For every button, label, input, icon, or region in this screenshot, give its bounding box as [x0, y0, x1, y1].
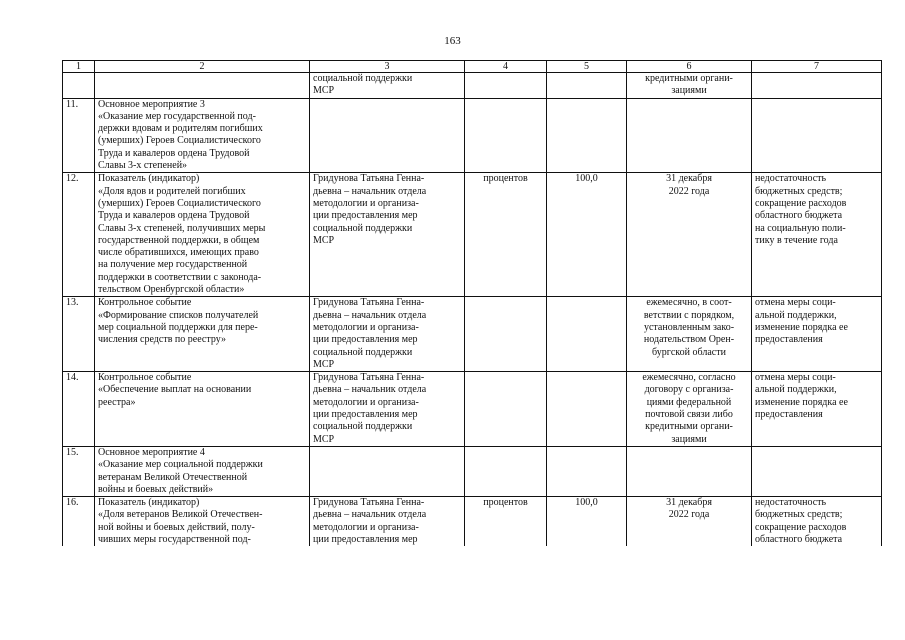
text-line: предоставления	[755, 334, 823, 346]
cell-value	[547, 372, 627, 447]
cell-unit	[465, 173, 547, 297]
text-line: чивших меры государственной под-	[98, 533, 251, 545]
text-line: циями федеральной	[646, 396, 732, 408]
cell-description	[95, 372, 310, 447]
plan-table	[62, 60, 882, 546]
text-line: отмена меры соци-	[755, 372, 836, 384]
text-line: «Доля вдов и родителей погибших	[98, 185, 246, 197]
text-line: зациями	[671, 433, 707, 445]
text-line: областного бюджета	[755, 533, 843, 545]
text-line: кредитными органи-	[645, 73, 733, 84]
text-line: дьевна – начальник отдела	[313, 185, 427, 197]
text-value: 11.	[66, 98, 79, 110]
table-row	[63, 497, 882, 547]
text-line: ции предоставления мер	[313, 210, 418, 222]
cell-unit	[465, 497, 547, 547]
column-header: 4	[465, 61, 547, 73]
text-line: ции предоставления мер	[313, 533, 418, 545]
text-line: альной поддержки,	[755, 309, 837, 321]
text-line: бюджетных средств;	[755, 185, 843, 197]
text-line: на социальную поли-	[755, 222, 846, 234]
text-line: предоставления	[755, 409, 823, 421]
cell-responsible	[310, 497, 465, 547]
text-line: бюджетных средств;	[755, 509, 843, 521]
text-line: отмена меры соци-	[755, 297, 836, 309]
text-line: кредитными органи-	[645, 421, 733, 433]
text-line: числе обратившихся, имеющих право	[98, 247, 259, 259]
cell-description	[95, 73, 310, 99]
text-line: Славы 3-х степеней»	[98, 160, 188, 172]
text-line: 2022 года	[668, 185, 710, 197]
text-line: тику в течение года	[755, 234, 838, 246]
cell-num	[63, 297, 95, 372]
cell-num	[63, 98, 95, 173]
text-line: Гридунова Татьяна Генна-	[313, 497, 425, 509]
cell-risks	[752, 497, 882, 547]
cell-risks	[752, 372, 882, 447]
text-value: 14.	[66, 372, 79, 384]
text-value: 15.	[66, 446, 79, 458]
text-line: МСР	[313, 358, 335, 370]
text-line: МСР	[313, 433, 335, 445]
continuation-row	[63, 73, 882, 99]
cell-num	[63, 73, 95, 99]
cell-responsible	[310, 73, 465, 99]
cell-num	[63, 497, 95, 547]
text-line: недостаточность	[755, 497, 827, 509]
cell-description	[95, 173, 310, 297]
cell-responsible	[310, 297, 465, 372]
cell-responsible	[310, 98, 465, 173]
cell-deadline	[627, 446, 752, 496]
text-value: 16.	[66, 497, 79, 509]
text-line: Основное мероприятие 3	[98, 98, 205, 110]
text-line: ветеранам Великой Отечественной	[98, 471, 248, 483]
cell-responsible	[310, 173, 465, 297]
cell-unit	[465, 297, 547, 372]
cell-deadline	[627, 98, 752, 173]
column-header: 7	[752, 61, 882, 73]
cell-value	[547, 297, 627, 372]
cell-description	[95, 297, 310, 372]
text-line: договору с организа-	[644, 384, 734, 396]
cell-responsible	[310, 372, 465, 447]
text-line: «Формирование списков получателей	[98, 309, 259, 321]
text-line: (умерших) Героев Социалистического	[98, 135, 261, 147]
text-line: войны и боевых действий»	[98, 483, 214, 495]
text-value: 100,0	[575, 497, 598, 509]
cell-value	[547, 73, 627, 99]
text-line: недостаточность	[755, 173, 827, 185]
text-line: 31 декабря	[666, 497, 712, 509]
cell-risks	[752, 73, 882, 99]
text-line: ции предоставления мер	[313, 409, 418, 421]
text-line: альной поддержки,	[755, 384, 837, 396]
cell-risks	[752, 297, 882, 372]
text-line: мер социальной поддержки для пере-	[98, 321, 258, 333]
text-line: методологии и организа-	[313, 396, 419, 408]
text-line: ежемесячно, согласно	[642, 372, 736, 384]
cell-unit	[465, 98, 547, 173]
text-line: держки вдовам и родителям погибших	[98, 123, 263, 135]
text-line: 2022 года	[668, 509, 710, 521]
cell-unit	[465, 446, 547, 496]
text-line: Гридунова Татьяна Генна-	[313, 297, 425, 309]
table-row	[63, 372, 882, 447]
text-line: государственной поддержки, в общем	[98, 234, 260, 246]
text-line: «Оказание мер социальной поддержки	[98, 459, 263, 471]
cell-deadline	[627, 372, 752, 447]
table-row	[63, 98, 882, 173]
cell-deadline	[627, 297, 752, 372]
text-line: на получение мер государственной	[98, 259, 248, 271]
cell-description	[95, 98, 310, 173]
cell-num	[63, 446, 95, 496]
text-line: «Обеспечение выплат на основании	[98, 384, 252, 396]
text-line: методологии и организа-	[313, 321, 419, 333]
text-line: поддержки в соответствии с законода-	[98, 271, 262, 283]
column-header: 2	[95, 61, 310, 73]
cell-description	[95, 497, 310, 547]
text-line: «Оказание мер государственной под-	[98, 110, 256, 122]
cell-value	[547, 497, 627, 547]
cell-risks	[752, 98, 882, 173]
cell-unit	[465, 73, 547, 99]
text-line: Труда и кавалеров ордена Трудовой	[98, 147, 250, 159]
text-line: областного бюджета	[755, 210, 843, 222]
text-line: методологии и организа-	[313, 521, 419, 533]
cell-deadline	[627, 173, 752, 297]
page-number: 163	[444, 35, 461, 47]
text-line: Славы 3-х степеней, получивших меры	[98, 222, 266, 234]
text-line: установленным зако-	[643, 321, 735, 333]
cell-deadline	[627, 73, 752, 99]
text-line: изменение порядка ее	[755, 396, 848, 408]
text-line: МСР	[313, 234, 335, 246]
text-line: (умерших) Героев Социалистического	[98, 197, 261, 209]
table-row	[63, 173, 882, 297]
table-row	[63, 297, 882, 372]
text-line: ной войны и боевых действий, полу-	[98, 521, 255, 533]
cell-risks	[752, 173, 882, 297]
cell-num	[63, 372, 95, 447]
text-line: Контрольное событие	[98, 297, 192, 309]
text-line: Показатель (индикатор)	[98, 173, 200, 185]
cell-risks	[752, 446, 882, 496]
text-value: 13.	[66, 297, 79, 309]
text-value: 12.	[66, 173, 79, 185]
cell-value	[547, 446, 627, 496]
text-line: Основное мероприятие 4	[98, 446, 205, 458]
cell-num	[63, 173, 95, 297]
text-line: социальной поддержки	[313, 421, 413, 433]
text-line: реестра»	[98, 396, 136, 408]
cell-value	[547, 173, 627, 297]
cell-responsible	[310, 446, 465, 496]
text-line: дьевна – начальник отдела	[313, 509, 427, 521]
text-line: сокращение расходов	[755, 521, 847, 533]
cell-value	[547, 98, 627, 173]
cell-deadline	[627, 497, 752, 547]
text-line: социальной поддержки	[313, 73, 413, 84]
column-header: 3	[310, 61, 465, 73]
text-line: числения средств по реестру»	[98, 334, 226, 346]
text-line: Контрольное событие	[98, 372, 192, 384]
text-line: дьевна – начальник отдела	[313, 309, 427, 321]
cell-description	[95, 446, 310, 496]
text-value: процентов	[483, 497, 528, 509]
text-line: почтовой связи либо	[645, 409, 733, 421]
text-value: процентов	[483, 173, 528, 185]
text-line: методологии и организа-	[313, 197, 419, 209]
text-line: «Доля ветеранов Великой Отечествен-	[98, 509, 263, 521]
text-line: 31 декабря	[666, 173, 712, 185]
text-line: ежемесячно, в соот-	[646, 297, 732, 309]
table-row	[63, 446, 882, 496]
cell-unit	[465, 372, 547, 447]
column-number-row	[63, 61, 882, 73]
text-line: тельством Оренбургской области»	[98, 284, 245, 296]
text-line: сокращение расходов	[755, 197, 847, 209]
column-header: 6	[627, 61, 752, 73]
text-line: бургской области	[652, 346, 726, 358]
column-header: 1	[63, 61, 95, 73]
text-line: Показатель (индикатор)	[98, 497, 200, 509]
column-header: 5	[547, 61, 627, 73]
text-line: социальной поддержки	[313, 222, 413, 234]
text-line: МСР	[313, 85, 335, 97]
text-line: социальной поддержки	[313, 346, 413, 358]
text-line: Гридунова Татьяна Генна-	[313, 372, 425, 384]
text-line: нодательством Орен-	[643, 334, 735, 346]
text-line: ветствии с порядком,	[643, 309, 735, 321]
text-line: Труда и кавалеров ордена Трудовой	[98, 210, 250, 222]
text-line: дьевна – начальник отдела	[313, 384, 427, 396]
text-value: 100,0	[575, 173, 598, 185]
text-line: ции предоставления мер	[313, 334, 418, 346]
text-line: зациями	[671, 85, 707, 97]
text-line: изменение порядка ее	[755, 321, 848, 333]
text-line: Гридунова Татьяна Генна-	[313, 173, 425, 185]
